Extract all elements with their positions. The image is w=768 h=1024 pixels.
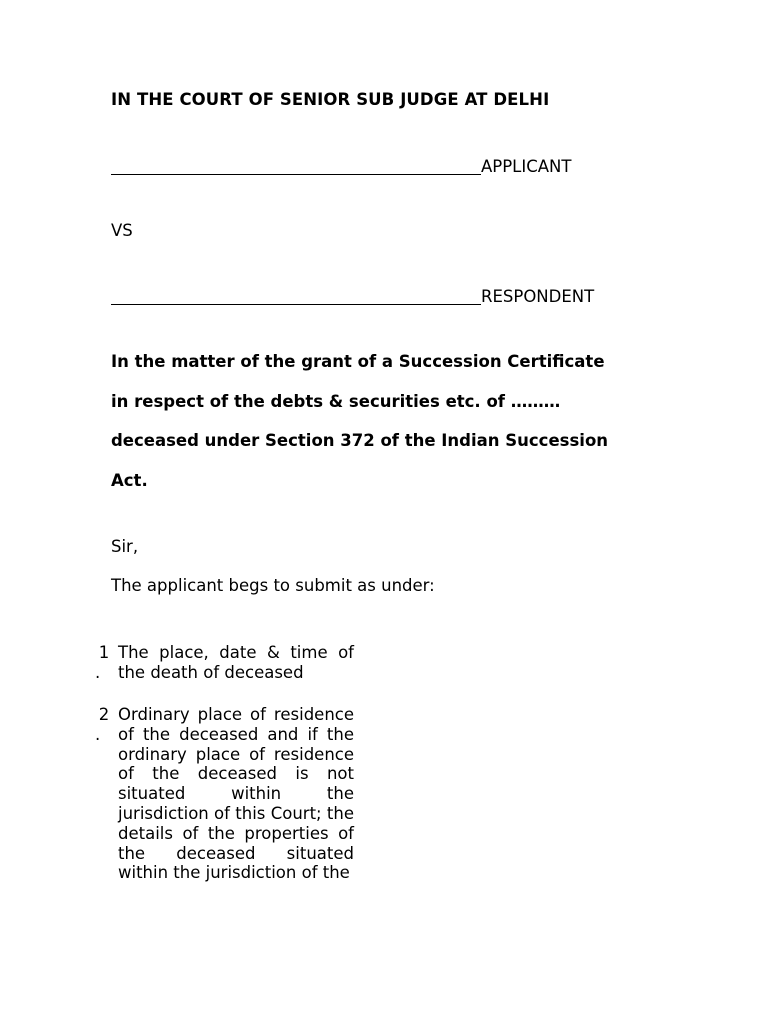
item-number-dot: .: [95, 663, 101, 682]
item-text: The place, date & time of the death of deceased: [118, 643, 354, 682]
applicant-label: APPLICANT: [481, 157, 572, 176]
applicant-line: [111, 156, 571, 177]
respondent-blank: [111, 286, 481, 305]
matter-line: in respect of the debts & securities etc. of ………: [111, 392, 561, 411]
salutation: Sir,: [111, 537, 139, 556]
matter-line: deceased under Section 372 of the Indian Succession: [111, 431, 609, 450]
item-text: Ordinary place of residence of the deceased and if the ordinary place of residence of the deceased is not situated within the jurisdiction of this Court; the details of the properties of the deceased situated within the jurisdiction of the: [118, 705, 354, 883]
item-number-digit: 1: [98, 643, 110, 662]
item-number-dot: .: [95, 725, 101, 744]
matter-line: In the matter of the grant of a Succession Certificate: [111, 352, 605, 371]
versus-text: VS: [111, 221, 133, 240]
court-title: IN THE COURT OF SENIOR SUB JUDGE AT DELHI: [111, 90, 550, 109]
item-number: [93, 705, 115, 745]
item-number: [93, 643, 115, 683]
applicant-blank: [111, 156, 481, 175]
intro-paragraph: The applicant begs to submit as under:: [111, 576, 435, 595]
respondent-label: RESPONDENT: [481, 287, 595, 306]
matter-line: Act.: [111, 471, 148, 490]
respondent-line: [111, 286, 594, 307]
item-number-digit: 2: [98, 705, 110, 724]
